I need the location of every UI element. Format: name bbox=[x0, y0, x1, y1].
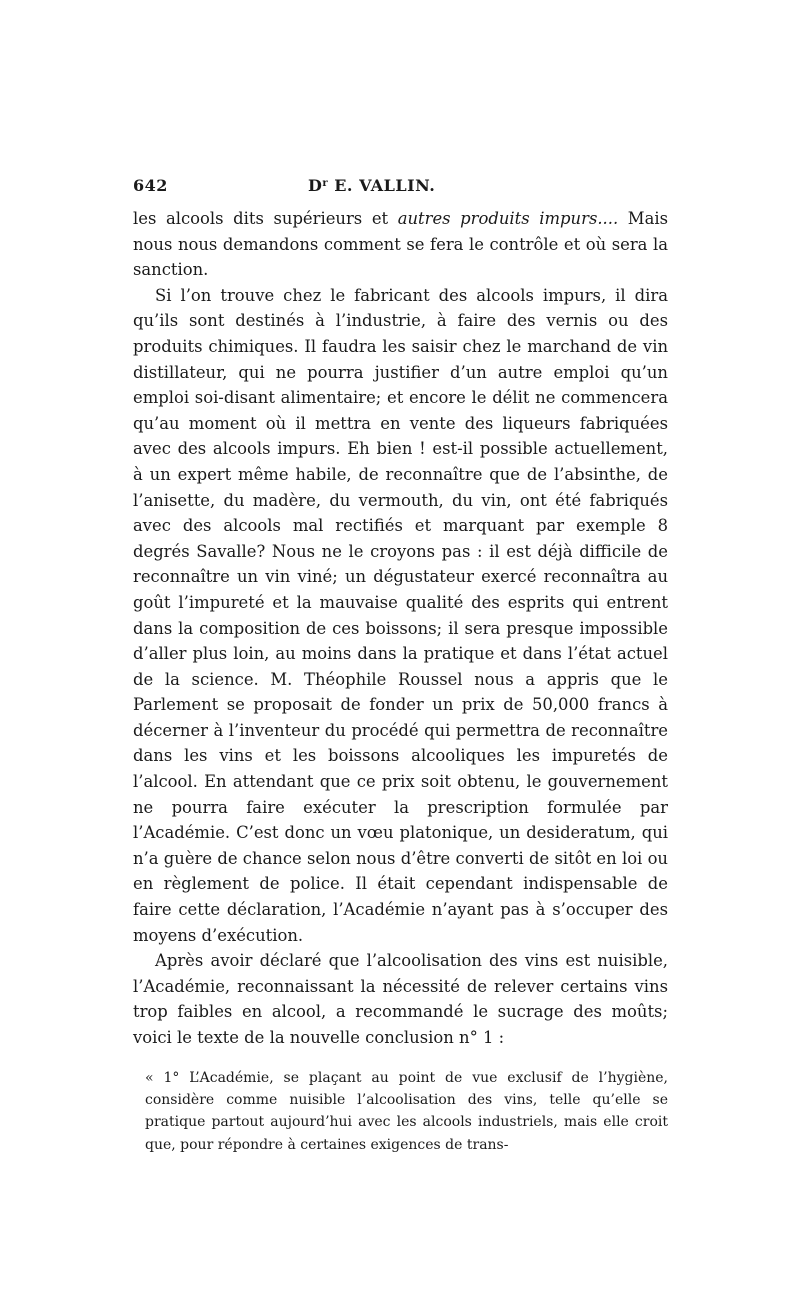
page-number: 642 bbox=[133, 176, 168, 195]
author-prefix-sup: r bbox=[322, 178, 329, 189]
paragraph-1-end: Mais nous nous demandons comment se fera le contrôle et où sera la sanction. bbox=[133, 209, 669, 280]
book-page bbox=[133, 170, 668, 1156]
italic-phrase: autres produits impurs.... bbox=[397, 209, 619, 228]
paragraph-3: Après avoir déclaré que l’alcoolisation des vins est nuisible, l’Académie, reconnaissant la nécessité de relever certains vins trop faibles en alcool, a recommandé le sucrage des moûts; voici le texte de la nouvelle conclusion n° 1 : bbox=[133, 951, 668, 1047]
running-head-title bbox=[308, 176, 435, 195]
running-head bbox=[133, 170, 668, 206]
paragraph-1-start: les alcools dits supérieurs et bbox=[133, 209, 398, 228]
quoted-conclusion: « 1° L’Académie, se plaçant au point de vue exclusif de l’hygiène, considère comme nuisible l’alcoolisation des vins, telle qu’elle se pratique partout aujourd’hui avec les alcools industriels, mais elle croit que, pour répondre à certaines exigences de trans- bbox=[145, 1069, 668, 1153]
paragraph-2: Si l’on trouve chez le fabricant des alcools impurs, il dira qu’ils sont destinés à l’industrie, à faire des vernis ou des produits chimiques. Il faudra les saisir chez le marchand de vin distillateur, qui ne pourra justifier d’un autre emploi qu’un emploi soi-disant alimentaire; et encore le délit ne commencera qu’au moment où il mettra en vente des liqueurs fabriquées avec des alcools impurs. Eh bien ! est-il possible actuellement, à un expert même habile, de reconnaître que de l’absinthe, de l’anisette, du madère, du vermouth, du vin, ont été fabriqués avec des alcools mal rectifiés et marquant par exemple 8 degrés Savalle? Nous ne le croyons pas : il est déjà difficile de reconnaître un vin viné; un dégustateur exercé reconnaîtra au goût l’impureté et la mauvaise qualité des esprits qui entrent dans la composition de ces boissons; il sera presque impossible d’aller plus loin, au moins dans la pratique et dans l’état actuel de la science. M. Théophile Roussel nous a appris que le Parlement se proposait de fonder un prix de 50,000 francs à décerner à l’inventeur du procédé qui permettra de reconnaître dans les vins et les boissons alcooliques les impuretés de l’alcool. En attendant que ce prix soit obtenu, le gouvernement ne pourra faire exécuter la prescription formulée par l’Académie. C’est donc un vœu platonique, un desideratum, qui n’a guère de chance selon nous d’être converti de sitôt en loi ou en règlement de police. Il était cependant indispensable de faire cette déclaration, l’Académie n’ayant pas à s’occuper des moyens d’exécution. bbox=[133, 285, 668, 945]
author-name: E. VALLIN. bbox=[334, 176, 436, 195]
author-prefix: D bbox=[308, 176, 323, 195]
paragraph-continued bbox=[133, 206, 668, 283]
